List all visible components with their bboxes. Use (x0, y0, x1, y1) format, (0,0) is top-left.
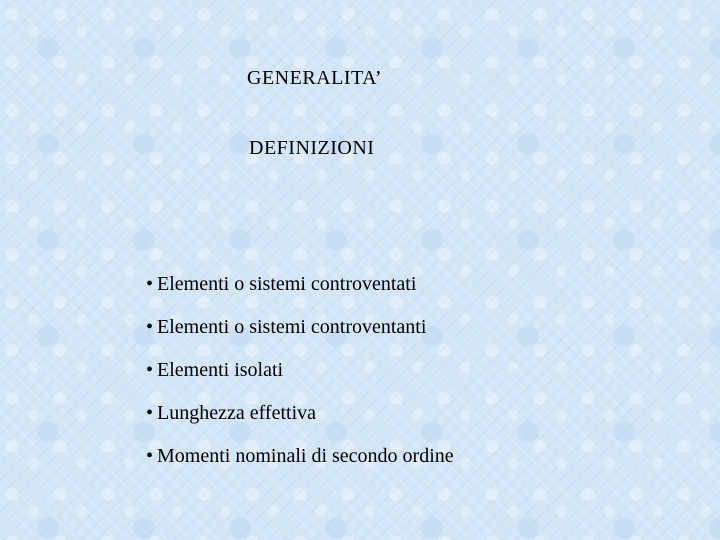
slide-title: GENERALITA’ (247, 67, 382, 89)
bullet-icon: • (146, 273, 154, 295)
bullet-icon: • (146, 402, 154, 424)
list-item (146, 270, 454, 313)
bullet-icon: • (146, 359, 154, 381)
bullet-icon: • (146, 316, 154, 338)
list-item (146, 313, 454, 356)
list-item-text: Momenti nominali di secondo ordine (157, 445, 454, 467)
list-item-text: Lunghezza effettiva (157, 402, 316, 424)
list-item-text: Elementi o sistemi controventanti (157, 316, 427, 338)
list-item (146, 399, 454, 442)
slide-subtitle: DEFINIZIONI (249, 137, 375, 159)
list-item-text: Elementi o sistemi controventati (157, 273, 417, 295)
list-item-text: Elementi isolati (157, 359, 284, 381)
list-item (146, 442, 454, 485)
bullet-list (146, 270, 454, 485)
list-item (146, 356, 454, 399)
bullet-icon: • (146, 445, 154, 467)
